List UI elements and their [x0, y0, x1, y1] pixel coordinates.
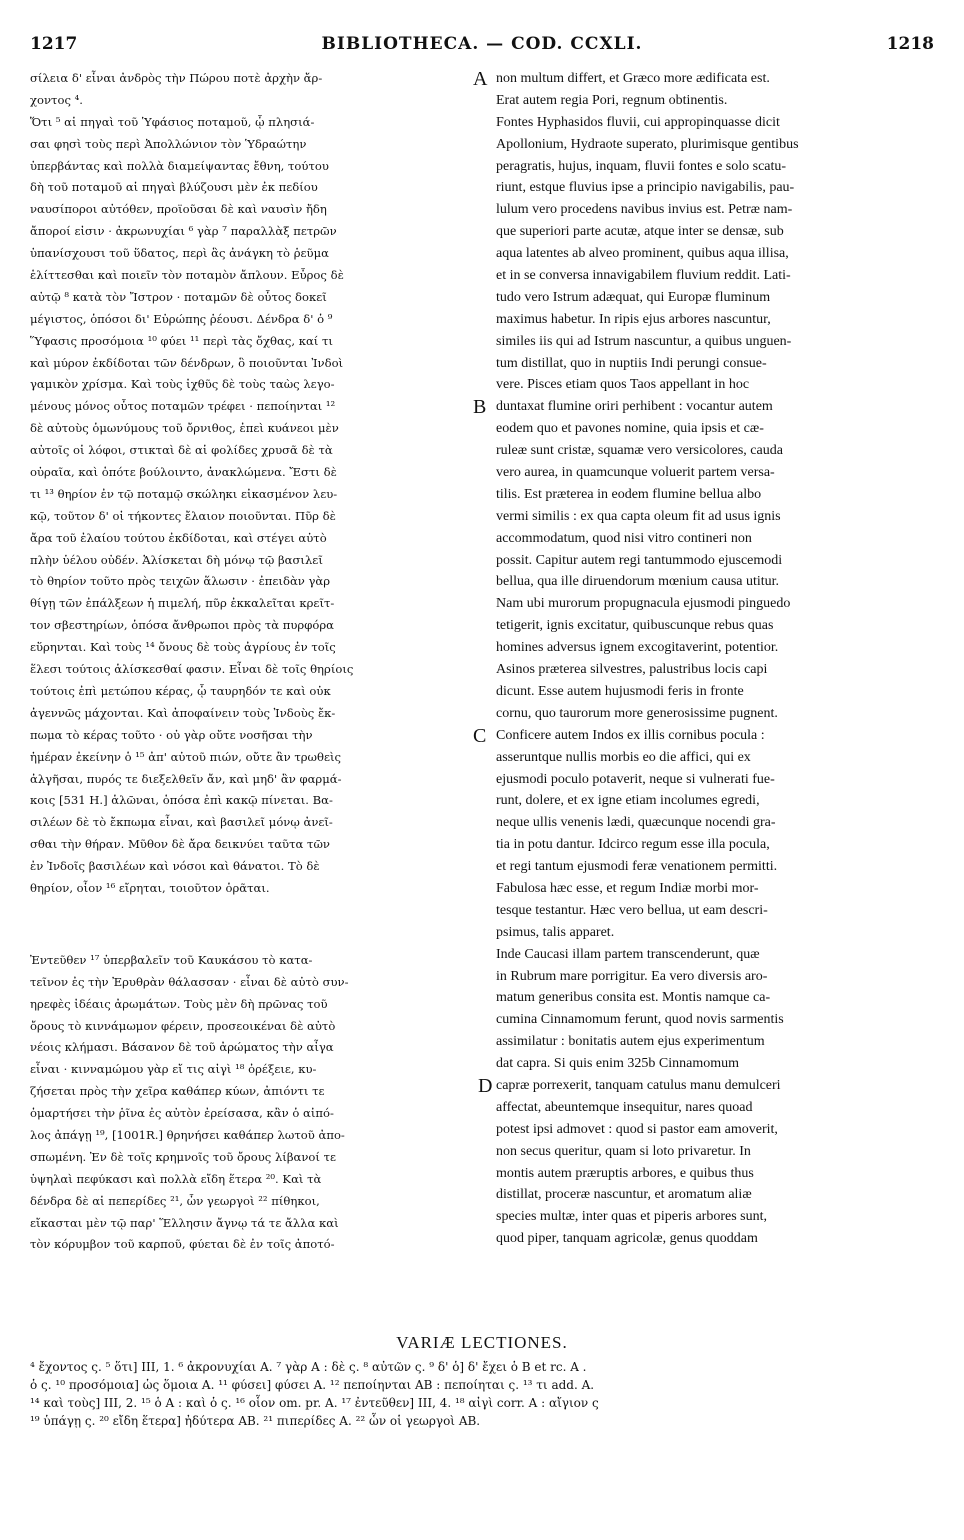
- greek-text-line: λος ἀπάγῃ ¹⁹, [1001R.] θρηνήσει καθάπερ λωτοῦ ἀπο-: [30, 1127, 345, 1142]
- greek-text-line: σπωμένη. Ἐν δὲ τοῖς κρημνοῖς τοῦ ὄρους λίβανοί τε: [30, 1149, 337, 1164]
- greek-text-line: ὄρους τὸ κιννάμωμον φέρειν, προσεοικέναι δὲ αὐτὸ: [30, 1018, 336, 1033]
- latin-text-line: et in se conversa innavigabilem fluvium reddit. Lati-: [496, 268, 791, 284]
- greek-text-line: δένδρα δὲ αἱ πεπερίδες ²¹, ὧν γεωργοὶ ²² πίθηκοι,: [30, 1193, 320, 1208]
- latin-text-line: capræ porrexerit, tanquam catulus manu demulceri: [496, 1077, 781, 1093]
- greek-text-line: Ὅτι ⁵ αἱ πηγαὶ τοῦ Ὑφάσιος ποταμοῦ, ᾧ πλησιά-: [30, 114, 315, 129]
- latin-text-line: assimilatur : bonitatis autem ejus experimentum: [496, 1034, 765, 1050]
- greek-text-line: πλὴν ὑέλου οὐδέν. Ἁλίσκεται δὴ μόνῳ τῷ βασιλεῖ: [30, 552, 323, 567]
- greek-text-line: δὲ αὐτοὺς ὁμωνύμους τοῦ ὄρνιθος, ἐπεὶ κυάνεοι μὲν: [30, 421, 339, 436]
- greek-text-line: γαμικὸν χρίσμα. Καὶ τοὺς ἰχθῦς δὲ τοὺς ταὼς λεγο-: [30, 377, 335, 392]
- latin-text-line: Fabulosa hæc esse, et regum Indiæ morbi mor-: [496, 880, 759, 896]
- greek-text-line: σίλεια δ' εἶναι ἀνδρὸς τὴν Πώρου ποτὲ ἀρχὴν ἄρ-: [30, 71, 323, 85]
- variae-line: ὁ ς. ¹⁰ προσόμοια] ὡς ὅμοια A. ¹¹ φύσει] φύσει A. ¹² πεποίηνται AB : πεποίηται ς. ¹³ τι add. A.: [30, 1378, 595, 1392]
- page-number-left: 1217: [30, 34, 78, 54]
- latin-text-line: Conficere autem Indos ex illis cornibus pocula :: [496, 727, 765, 743]
- latin-text-line: potest ipsi admovet : quod si pastor eam amoverit,: [496, 1121, 778, 1137]
- latin-text-line: bellua, qua ille diruendorum mœnium causa utitur.: [496, 574, 780, 590]
- latin-column: [496, 68, 934, 1250]
- margin-letter-c: C: [473, 725, 487, 747]
- latin-text-line: possit. Capitur autem regi tantummodo ejuscemodi: [496, 552, 783, 568]
- greek-text-line: σθαι τὴν θήραν. Μῦθον δὲ ἄρα δεικνύει ταῦτα τῶν: [30, 837, 330, 852]
- greek-text-line: ἀλγῆσαι, πυρός τε διεξελθεῖν ἄν, καὶ μηδ' ἂν φαρμά-: [30, 771, 342, 786]
- greek-text-line: ἑλίττεσθαι καὶ ποιεῖν τὸν ποταμὸν ἄπλουν. Εὖρος δὲ: [30, 268, 344, 283]
- greek-text-line: ἐν Ἰνδοῖς βασιλέων καὶ νόσοι καὶ θάνατοι. Τὸ δὲ: [30, 859, 320, 874]
- latin-text-line: tudo vero Istrum adæquat, qui Europæ fluminum: [496, 289, 771, 305]
- greek-text-line: Ὕφασις προσόμοια ¹⁰ φύει ¹¹ περὶ τὰς ὄχθας, καί τι: [30, 333, 333, 348]
- page-number-right: 1218: [886, 34, 934, 54]
- greek-text-line: ζήσεται πρὸς τὴν χεῖρα καθάπερ κύων, ἀπιόντι τε: [30, 1084, 325, 1099]
- latin-text-line: species multæ, inter quas et piperis arbores sunt,: [496, 1209, 767, 1225]
- greek-text-line: κῷ, τοῦτον δ' οἱ τήκοντες ἔλαιον ποιοῦνται. Πῦρ δὲ: [30, 508, 336, 523]
- greek-text-line: Ἐντεῦθεν ¹⁷ ὑπερβαλεῖν τοῦ Καυκάσου τὸ κατα-: [30, 952, 313, 967]
- margin-letter-a: A: [473, 68, 488, 90]
- greek-text-line: καὶ μύρον ἐκδίδοται τῶν δένδρων, ὃ ποιοῦνται Ἰνδοὶ: [30, 355, 344, 370]
- latin-text-line: cumina Cinnamomum ferunt, quod novis sarmentis: [496, 1012, 784, 1028]
- greek-text-line: ὑπανίσχουσι τοῦ ὕδατος, περὶ ἃς ἀνάγκη τὸ ῥεῦμα: [30, 246, 329, 261]
- greek-text-line: δὴ τοῦ ποταμοῦ αἱ πηγαὶ βλύζουσι μὲν ἐκ πεδίου: [30, 180, 318, 195]
- latin-text-line: distillat, proceræ nascuntur, et aromatum aliæ: [496, 1187, 752, 1203]
- latin-text-line: Erat autem regia Pori, regnum obtinentis.: [496, 92, 728, 108]
- margin-letter-d: D: [478, 1075, 493, 1097]
- greek-text-line: εὕρηνται. Καὶ τοὺς ¹⁴ ὄνους δὲ τοὺς ἀγρίους ἐν τοῖς: [30, 640, 336, 655]
- latin-text-line: neque ullis venenis lædi, quæcunque nocendi gra-: [496, 815, 776, 831]
- greek-text-line: ἡμέραν ἐκείνην ὁ ¹⁵ ἀπ' αὐτοῦ πιών, οὔτε ἂν τρωθεὶς: [30, 749, 342, 764]
- variae-lectiones-title: VARIÆ LECTIONES.: [396, 1333, 568, 1352]
- variae-lectiones: [30, 1358, 934, 1430]
- latin-text-line: duntaxat flumine oriri perhibent : vocantur autem: [496, 399, 773, 415]
- greek-text-line: οὐραῖα, καὶ ὁπότε βούλοιντο, ἀνακλώμενα. Ἔστι δὲ: [30, 465, 337, 480]
- page-header: [30, 34, 934, 60]
- greek-text-line: εἴκασται μὲν τῷ παρ' Ἕλλησιν ἄγνῳ τά τε ἄλλα καὶ: [30, 1215, 339, 1230]
- latin-text-line: affectat, abeuntemque insequitur, nares quoad: [496, 1099, 753, 1115]
- greek-column: [30, 68, 470, 1256]
- greek-text-line: ὑπερβάντας καὶ πολλὰ διαμείψαντας ἔθνη, τούτου: [30, 158, 329, 173]
- latin-text-line: runt, dolere, et ex igne etiam incolumes egredi,: [496, 793, 760, 809]
- variae-line: ⁴ ἔχοντος ς. ⁵ ὅτι] III, 1. ⁶ ἀκρονυχίαι A. ⁷ γὰρ A : δὲ ς. ⁸ αὐτῶν ς. ⁹ δ' ὁ] δ' ἔχει ὁ B et rc. A .: [30, 1360, 587, 1374]
- latin-text-line: riunt, estque fluvius ipse a principio navigabilis, pau-: [496, 180, 795, 196]
- latin-text-line: vere. Pisces etiam quos Taos appellant in hoc: [496, 377, 750, 393]
- paragraph-gap: [30, 900, 470, 950]
- greek-text-line: τεῖνον ἐς τὴν Ἐρυθρὰν θάλασσαν · εἶναι δὲ αὐτὸ συν-: [30, 974, 349, 989]
- greek-text-line: τι ¹³ θηρίον ἐν τῷ ποταμῷ σκώληκι εἰκασμένον λευ-: [30, 486, 338, 501]
- latin-text-line: quod piper, tanquam agricolæ, genus quoddam: [496, 1231, 758, 1247]
- latin-text-line: accommodatum, quod nisi vitro contineri non: [496, 530, 752, 546]
- latin-text-line: in Rubrum mare porrigitur. Ea vero diversis aro-: [496, 968, 768, 984]
- latin-text-line: matum generibus consita est. Montis namque ca-: [496, 990, 771, 1006]
- greek-text-line: θίγῃ τῶν ἐπάλξεων ἡ πιμελή, πῦρ ἐκκαλεῖται κρεῖτ-: [30, 596, 335, 611]
- greek-text-line: τὸν κόρυμβον τοῦ καρποῦ, φύεται δὲ ἐν τοῖς ἀποτό-: [30, 1237, 335, 1252]
- greek-text-line: ἄποροί εἰσιν · ἀκρωνυχίαι ⁶ γὰρ ⁷ παραλλὰξ πετρῶν: [30, 224, 337, 239]
- latin-text-line: Fontes Hyphasidos fluvii, cui appropinquasse dicit: [496, 114, 780, 130]
- greek-text-line: ὁμαρτήσει τὴν ῥῖνα ἐς αὐτὸν ἐρείσασα, κἂν ὁ αἰπό-: [30, 1106, 334, 1121]
- latin-text-line: tetigerit, ignis excitatur, quibuscunque rebus quas: [496, 618, 774, 634]
- latin-text-line: Inde Caucasi illam partem transcenderunt, quæ: [496, 946, 760, 962]
- latin-text-line: psimus, talis apparet.: [496, 924, 615, 940]
- latin-text-line: aqua latentes ab alveo prominent, quibus aqua illisa,: [496, 246, 789, 262]
- latin-text-line: que superiori parte acutæ, atque inter se densæ, sub: [496, 224, 784, 240]
- latin-text-line: Asinos præterea silvestres, palustribus locis capi: [496, 662, 768, 678]
- greek-text-line: σιλέων δὲ τὸ ἔκπωμα εἶναι, καὶ βασιλεῖ μόνῳ ἀνεῖ-: [30, 815, 333, 830]
- greek-text-line: τούτοις ἐπὶ μετώπου κέρας, ᾧ ταυρηδόν τε καὶ οὐκ: [30, 683, 331, 698]
- latin-text-line: dicunt. Esse autem hujusmodi feris in fronte: [496, 683, 744, 699]
- running-title: BIBLIOTHECA. — COD. CCXLI.: [321, 34, 643, 54]
- greek-text-line: μένους μόνος οὗτος ποταμῶν τρέφει · πεποίηνται ¹²: [30, 399, 336, 414]
- greek-text-line: ηρεφὲς ἰδέαις ἀρωμάτων. Τοὺς μὲν δὴ πρῶνας τοῦ: [30, 996, 328, 1011]
- greek-text-line: θηρίον, οἷον ¹⁶ εἴρηται, τοιοῦτον ὁρᾶται.: [30, 880, 270, 895]
- latin-text-line: maximus habetur. In ripis ejus arbores nascuntur,: [496, 311, 771, 327]
- latin-text-line: dat capra. Si quis enim 325b Cinnamomum: [496, 1056, 740, 1072]
- greek-text-line: κοις [531 H.] ἁλῶναι, ὁπόσα ἐπὶ κακῷ πίνεται. Βα-: [30, 793, 333, 808]
- latin-text-line: Nam ubi murorum propugnacula ejusmodi pinguedo: [496, 596, 791, 612]
- latin-text-line: vermi similis : ex qua capta oleum fit ad usus ignis: [496, 508, 781, 524]
- latin-text-line: tum distillat, quo in nuptiis Indi perungi consue-: [496, 355, 767, 371]
- latin-text-line: cornu, quo taurorum more generosissime pugnent.: [496, 705, 778, 721]
- greek-text-line: νέοις κλήμασι. Βάσανον δὲ τοῦ ἀρώματος τὴν αἶγα: [30, 1040, 334, 1055]
- latin-text-line: tilis. Est præterea in eodem flumine bellua albo: [496, 486, 762, 502]
- latin-text-line: non multum differt, et Græco more ædificata est.: [496, 71, 770, 86]
- latin-text-line: similes iis qui ad Istrum nascuntur, a quibus unguen-: [496, 333, 792, 349]
- variae-line: ¹⁴ καὶ τοὺς] III, 2. ¹⁵ ὁ A : καὶ ὁ ς. ¹⁶ οἷον om. pr. A. ¹⁷ ἐντεῦθεν] III, 4. ¹⁸ αἰγὶ corr. A : αἴγιον ς: [30, 1396, 599, 1410]
- greek-text-line: μέγιστος, ὁπόσοι δι' Εὐρώπης ῥέουσι. Δένδρα δ' ὁ ⁹: [30, 311, 333, 326]
- latin-text-line: ejusmodi poculo potaverit, neque si vulnerati fue-: [496, 771, 775, 787]
- latin-text-line: peragratis, hujus, inquam, fluvii fontes e solo scatu-: [496, 158, 787, 174]
- latin-text-line: non secus queritur, quam si loto privaretur. In: [496, 1143, 751, 1159]
- latin-text-line: eodem quo et pavones nomine, quia ipsis et cæ-: [496, 421, 764, 437]
- latin-text-line: et regi tantum ejusmodi feræ venationem permitti.: [496, 859, 778, 875]
- greek-text-line: σαι φησὶ τοὺς περὶ Ἀπολλώνιον τὸν Ὑδραώτην: [30, 136, 307, 151]
- greek-text-line: αὐτοῖς οἱ λόφοι, στικταὶ δὲ αἱ φολίδες χρυσᾶ δὲ τὰ: [30, 443, 333, 458]
- greek-text-line: ἕλεσι τούτοις ἁλίσκεσθαί φασιν. Εἶναι δὲ τοῖς θηρίοις: [30, 662, 354, 677]
- latin-text-line: asseruntque nullis morbis eo die affici, qui ex: [496, 749, 751, 765]
- greek-text-line: τὸ θηρίον τοῦτο πρὸς τειχῶν ἅλωσιν · ἐπειδὰν γὰρ: [30, 574, 331, 589]
- greek-text-line: ἄρα τοῦ ἐλαίου τούτου ἐκδίδοται, καὶ στέγει αὐτὸ: [30, 530, 327, 545]
- variae-line: ¹⁹ ὑπάγῃ ς. ²⁰ εἴδη ἕτερα] ἠδύτερα AB. ²¹ πιπερίδες A. ²² ὧν οἱ γεωργοὶ AB.: [30, 1414, 481, 1428]
- latin-text-line: Apollonium, Hydraote superato, plurimisque gentibus: [496, 136, 799, 152]
- latin-text-line: tia in potu dantur. Idcirco regum esse illa pocula,: [496, 837, 770, 853]
- greek-text-line: πωμα τὸ κέρας τοῦτο · οὐ γὰρ οὔτε νοσῆσαι τὴν: [30, 727, 313, 742]
- greek-text-line: αὐτῷ ⁸ κατὰ τὸν Ἴστρον · ποταμῶν δὲ οὗτος δοκεῖ: [30, 289, 327, 304]
- greek-text-line: τον σβεστηρίων, ὁπόσα ἄνθρωποι πρὸς τὰ πυρφόρα: [30, 618, 334, 633]
- latin-text-line: ruleæ sunt cristæ, squamæ vero versicolores, cauda: [496, 443, 783, 459]
- greek-text-line: ὑψηλαὶ πεφύκασι καὶ πολλὰ εἴδη ἕτερα ²⁰. Καὶ τὰ: [30, 1171, 322, 1186]
- greek-text-line: ἀγεννῶς μάχονται. Καὶ ἀποφαίνειν τοὺς Ἰνδοὺς ἔκ-: [30, 705, 336, 720]
- latin-text-line: lulum vero procedens navibus invius est. Petræ nam-: [496, 202, 793, 218]
- latin-text-line: montis autem præruptis arbores, e quibus thus: [496, 1165, 754, 1181]
- greek-text-line: χοντος ⁴.: [30, 92, 83, 107]
- latin-text-line: vero aurea, in quamcunque voluerit partem versa-: [496, 465, 775, 481]
- greek-text-line: εἶναι · κινναμώμου γὰρ εἴ τις αἰγὶ ¹⁸ ὀρέξειε, κυ-: [30, 1062, 317, 1077]
- latin-text-line: tesque testantur. Hæc vero bellua, ut eam descri-: [496, 902, 768, 918]
- latin-text-line: homines adversus ignem excogitaverint, potentior.: [496, 640, 779, 656]
- margin-letter-b: B: [473, 396, 487, 418]
- greek-text-line: ναυσίποροι αὐτόθεν, προϊοῦσαι δὲ καὶ ναυσὶν ἤδη: [30, 202, 327, 217]
